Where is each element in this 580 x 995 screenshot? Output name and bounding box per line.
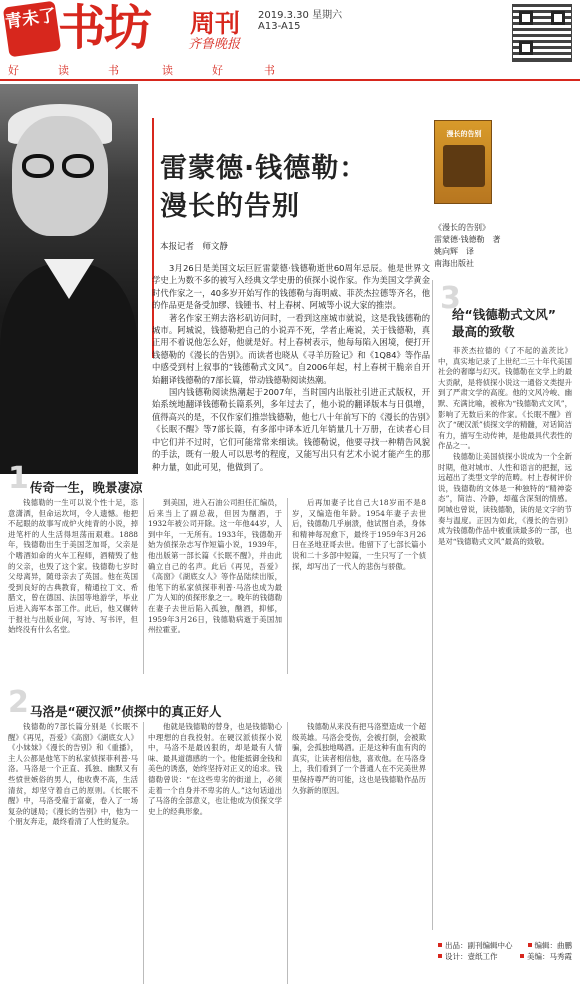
book-publisher: 南海出版社 bbox=[434, 259, 474, 268]
column-divider bbox=[432, 280, 433, 930]
lead-paragraph: 3月26日是美国文坛巨匠雷蒙德·钱德勒逝世60周年忌辰。他是世界文学史上为数不多的被写入经典文学史册的侦探小说作家。作为美国文学黄金时代作家之一，40多岁开始写作的钱德勒与海明威、菲茨杰拉德等齐名，他的作品更是备受加缪、钱锺书、村上春树、阿城等小说大家的推崇。 bbox=[152, 263, 430, 311]
headline-line-1: 雷蒙德·钱德勒： bbox=[160, 153, 368, 184]
body-paragraph: 后再加妻子比自己大18岁而不是8岁，又编造他年龄。1954年妻子去世后，钱德勒几乎崩溃，他试图自杀，身体和精神每况愈下，最终于1959年3月26日在圣地亚哥去世。他留下了七部长篇小说和二十多部中短篇，一生只写了一个侦探，却写出了一代人的悲伤与骄傲。 bbox=[292, 498, 426, 571]
slogan-char: 书 bbox=[108, 64, 128, 77]
masthead-week: 周刊 bbox=[190, 9, 241, 38]
slogan-char: 读 bbox=[162, 64, 182, 77]
section-2-title: 马洛是“硬汉派”侦探中的真正好人 bbox=[30, 704, 222, 719]
body-paragraph: 他就是钱德勒的替身，也是钱德勒心中理想的自我投射。在硬汉派侦探小说中，马洛不是最凶狠的，却是最有人情味、最具道德感的一个。他能抵御金钱和美色的诱惑，始终坚持对正义的追求。钱德勒曾说：“在这些卑劣的街道上，必须走着一个自身并不卑劣的人。”这句话道出了马洛的全部意义，也让他成为侦探文学史上的经典形象。 bbox=[148, 722, 282, 816]
masthead-paper-name: 齐鲁晚报 bbox=[188, 37, 241, 52]
section-number: 1 bbox=[8, 461, 29, 496]
body-paragraph: 钱德勒的一生可以说个性十足，恣意潇洒，但命运坎坷，令人遗憾。他把不起眼的故事写成炉火纯青的小说，掉进笔杆的人生活得坦荡而艰难。1888年，钱德勒出生于美国芝加哥，父亲是个嗜酒如命的火车工程师，酒精毁了他的父亲，也毁了这个家。钱德勒七岁时父母离异，随母亲去了英国。他在英国受到良好的古典教育，精通拉丁文、希腊文，曾在德国、法国等地游学，毕业后进入海军本部工作。此后，他又辗转于报社与出版业间，写诗、写书评，但始终没有什么名堂。 bbox=[8, 498, 138, 635]
masthead-title: 书坊 bbox=[58, 0, 151, 56]
section-3-body bbox=[438, 346, 572, 926]
qr-code-icon[interactable] bbox=[512, 4, 572, 62]
slogan-char: 好 bbox=[212, 64, 232, 77]
book-author: 雷蒙德·钱德勒 著 bbox=[434, 235, 501, 244]
book-title: 《漫长的告别》 bbox=[434, 223, 490, 232]
credits-box bbox=[438, 940, 572, 962]
column-divider bbox=[143, 498, 144, 674]
section-number: 3 bbox=[440, 281, 461, 316]
headline-line-2: 漫长的告别 bbox=[160, 191, 300, 222]
credit-item: 美编：马秀霞 bbox=[527, 952, 572, 961]
newspaper-logo: 青未了 bbox=[3, 1, 61, 58]
slogan-char: 读 bbox=[58, 64, 78, 77]
book-cover-title: 漫长的告别 bbox=[446, 130, 482, 138]
body-paragraph: 菲茨杰拉德的《了不起的盖茨比》中，真实地记录了上世纪二三十年代美国社会的奢靡与幻灭。钱德勒在文学上的最大贡献，是将侦探小说这一通俗文类提升到了严肃文学的高度。他的文风冷峻、幽默、充满比喻，被称为“钱德勒式文风”，影响了无数后来的作家。《长眠不醒》首次了“硬汉派”侦探文学的精髓，对话简洁有力，描写生动传神，是他最具代表性的作品之一。 bbox=[438, 346, 572, 451]
lead-paragraph: 国内钱德勒阅读热潮起于2007年，当时国内出版社引进正式版权，开始系统地翻译钱德勒长篇系列，多年过去了，他小说的翻译版本与日俱增，值得高兴的是，不仅作家们推崇钱德勒，他七八十年前写下的《漫长的告别》《长眠不醒》等7部长篇，有多部中译本近几年销量几十万册，在读者心目中它们并不过时，它们可能常常来细读。钱德勒说，他要寻找一种精告风貌的手法，既有一般人可以思考的程度，又能写出只有艺术小说才能产生的那种力量，如此可见，他做到了。 bbox=[152, 387, 430, 472]
issue-date: 2019.3.30 星期六 bbox=[258, 10, 343, 21]
book-cover bbox=[434, 120, 492, 204]
section-2-col-2 bbox=[148, 722, 282, 984]
column-divider bbox=[287, 722, 288, 984]
book-translator: 姚向辉 译 bbox=[434, 247, 474, 256]
masthead-divider bbox=[0, 79, 580, 81]
lead-paragraph: 著名作家王朔去洛杉矶访问时，一看到这座城市就说，这是我钱德勒的城市。阿城说，钱德勒把自己的小说弄不死，学者止庵说，关于钱德勒，真正用不着说他怎么好，他就是好。村上春树表示，他每每陷入困境，便打开钱德勒的《漫长的告别》。而读者也晓从《寻羊历险记》和《1Q84》等作品中感受到村上叙事的“钱德勒式文风”。自2006年起，村上春树干脆亲自开始翻译钱德勒的7部长篇，带动钱德勒阅读热潮。 bbox=[152, 312, 430, 385]
book-info bbox=[434, 222, 501, 270]
credit-item: 设计：壹纸工作 bbox=[445, 952, 498, 961]
section-1-col-3 bbox=[292, 498, 426, 674]
body-paragraph: 钱德勒的7部长篇分别是《长眠不醒》《再见，吾爱》《高窗》《湖底女人》《小妹妹》《漫长的告别》和《重播》，主人公都是他笔下的私家侦探菲利普·马洛。马洛是一个正直、孤独、幽默又有些愤世嫉俗的男人，他收费不高，生活清贫，却坚守着自己的原则。《长眠不醒》中，马洛受雇于富豪，卷入了一场复杂的谜局；《漫长的告别》中，他为一个朋友奔走，最终看清了人性的复杂。 bbox=[8, 722, 138, 827]
body-paragraph: 到美国，进入石油公司担任汇编员，后来当上了副总裁，但因为酗酒，于1932年被公司开除。这一年他44岁，人到中年，一无所有。1933年，钱德勒开始为侦探杂志写作短篇小说，1939年，他出版第一部长篇《长眠不醒》，并由此确立自己的名声。此后《再见，吾爱》《高窗》《湖底女人》等作品陆续出版，他笔下的私家侦探菲利普·马洛也成为最广为人知的侦探形象之一。晚年的钱德勒在妻子去世后陷入孤独，酗酒，抑郁，1959年3月26日，钱德勒病逝于美国加州拉霍亚。 bbox=[148, 498, 282, 635]
lead-intro bbox=[152, 262, 430, 473]
body-paragraph: 钱德勒让美国侦探小说成为一个全新时期，他对城市、人性和语言的把握，远远超出了类型文学的范畴。村上春树评价说，钱德勒的文体是一种独特的“精神姿态”，简洁、冷静，却蕴含深刻的情感。阿城也曾说，读钱德勒，读的是文字的节奏与温度。正因为如此，《漫长的告别》成为钱德勒作品中被重读最多的一部，也是对“钱德勒式文风”最高的致敬。 bbox=[438, 451, 572, 546]
column-divider bbox=[143, 722, 144, 984]
byline: 本报记者 师文静 bbox=[160, 242, 229, 252]
section-2-col-3 bbox=[292, 722, 426, 984]
credit-item: 编辑：曲鹏 bbox=[534, 941, 572, 950]
slogan-char: 书 bbox=[264, 64, 284, 77]
page-range: A13-A15 bbox=[258, 21, 301, 32]
body-paragraph: 钱德勒从来没有把马洛塑造成一个超级英雄。马洛会受伤，会被打倒，会被欺骗，会孤独地喝酒。正是这种有血有肉的真实，让读者相信他，喜欢他。在马洛身上，我们看到了一个普通人在不完美世界里保持尊严的可能，这也是钱德勒作品历久弥新的原因。 bbox=[292, 722, 426, 795]
section-3-title-2: 最高的致敬 bbox=[452, 324, 515, 339]
section-1-col-2 bbox=[148, 498, 282, 674]
column-divider bbox=[287, 498, 288, 674]
credit-item: 出品：副刊编辑中心 bbox=[445, 941, 513, 950]
section-3-title-1: 给“钱德勒式文风” bbox=[452, 307, 556, 322]
section-2-col-1 bbox=[8, 722, 138, 984]
section-1-col-1 bbox=[8, 498, 138, 674]
author-portrait bbox=[0, 84, 138, 474]
section-1-title: 传奇一生，晚景凄凉 bbox=[30, 480, 143, 495]
section-number: 2 bbox=[8, 685, 29, 720]
slogan-char: 好 bbox=[8, 64, 28, 77]
